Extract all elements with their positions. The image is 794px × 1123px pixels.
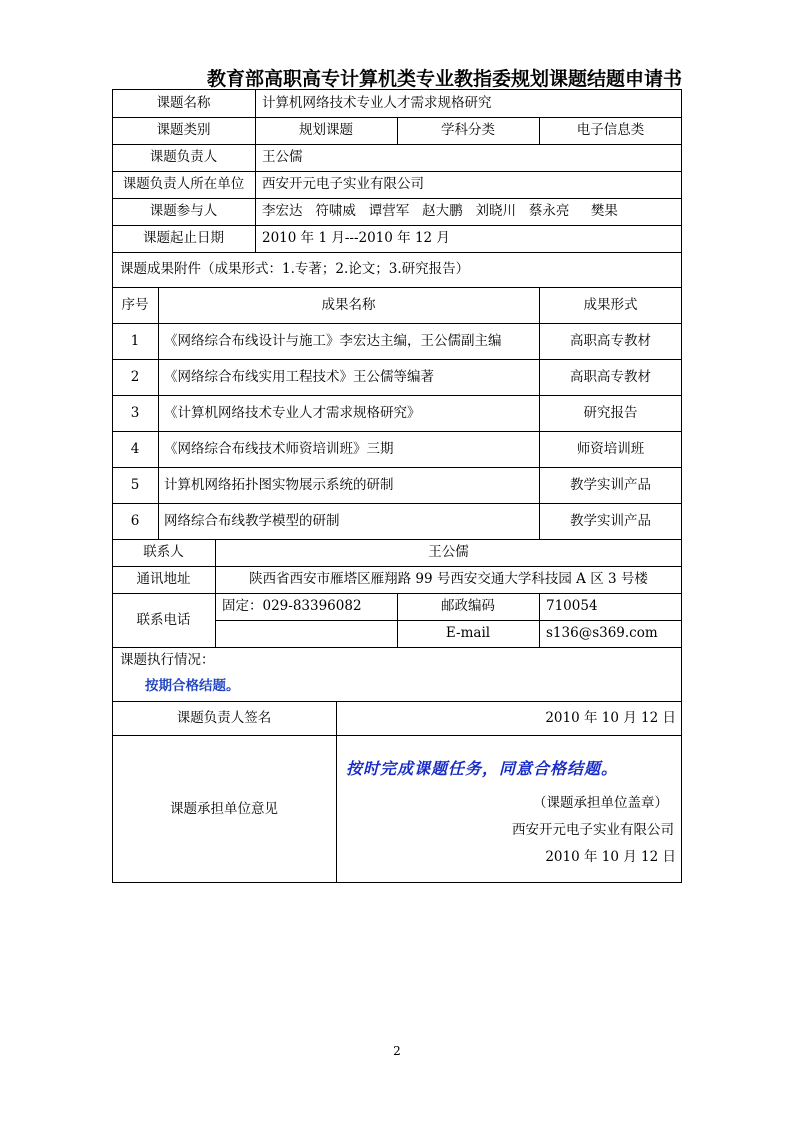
value-contact-person: 王公儒 [428,544,469,560]
label-members: 课题参与人 [149,203,218,219]
result-row-6-no: 6 [130,513,140,529]
signature-date: 2010 年 10 月 12 日 [545,710,676,726]
unit-opinion-seal-note: （课题承担单位盖章） [533,795,668,811]
attachments-label: 课题成果附件（成果形式：1.专著；2.论文；3.研究报告） [120,261,470,277]
label-type: 课题类别 [156,122,211,138]
result-row-5-name: 计算机网络拓扑图实物展示系统的研制 [164,477,394,493]
value-type: 规划课题 [299,122,353,138]
result-row-3-no: 3 [130,405,140,421]
result-row-5-form: 教学实训产品 [570,477,651,493]
result-row-6-name: 网络综合布线教学模型的研制 [164,513,340,529]
unit-opinion-label: 课题承担单位意见 [170,801,278,817]
results-header-name: 成果名称 [321,297,376,313]
result-row-2-name: 《网络综合布线实用工程技术》王公儒等编著 [164,369,434,385]
unit-opinion-date: 2010 年 10 月 12 日 [545,849,676,865]
result-row-3-name: 《计算机网络技术专业人才需求规格研究》 [164,405,421,421]
results-header-form: 成果形式 [583,297,638,313]
label-subject: 学科分类 [441,122,495,138]
label-address: 通讯地址 [136,571,191,587]
label-name: 课题名称 [156,95,211,111]
result-row-6-form: 教学实训产品 [570,513,651,529]
result-row-4-form: 师资培训班 [576,441,645,457]
label-contact-person: 联系人 [143,544,184,560]
page-number: 2 [393,1044,401,1058]
value-postcode: 710054 [546,598,598,614]
value-unit: 西安开元电子实业有限公司 [262,176,424,192]
value-subject: 电子信息类 [576,122,645,138]
label-phone: 联系电话 [136,612,191,628]
result-row-1-no: 1 [130,333,140,349]
unit-opinion-company: 西安开元电子实业有限公司 [512,822,674,838]
value-address: 陕西省西安市雁塔区雁翔路 99 号西安交通大学科技园 A 区 3 号楼 [249,571,648,587]
result-row-1-form: 高职高专教材 [570,333,651,349]
result-row-4-name: 《网络综合布线技术师资培训班》三期 [164,441,394,457]
value-dates: 2010 年 1 月---2010 年 12 月 [262,230,450,246]
value-members: 李宏达 符啸威 谭营军 赵大鹏 刘晓川 蔡永亮 樊果 [262,203,618,219]
result-row-2-no: 2 [130,369,140,385]
label-unit: 课题负责人所在单位 [122,176,245,192]
value-email: s136@s369.com [546,625,658,641]
unit-opinion-handwritten: 按时完成课题任务，同意合格结题。 [346,759,619,778]
execution-value: 按期合格结题。 [145,678,240,694]
signature-label: 课题负责人签名 [176,710,272,726]
value-phone: 固定：029-83396082 [222,598,362,614]
label-postcode: 邮政编码 [441,598,495,614]
page-title: 教育部高职高专计算机类专业教指委规划课题结题申请书 [206,68,682,90]
result-row-4-no: 4 [130,441,140,457]
value-name: 计算机网络技术专业人才需求规格研究 [262,95,492,111]
label-dates: 课题起止日期 [143,230,224,246]
value-leader: 王公儒 [262,149,303,165]
result-row-5-no: 5 [130,477,140,493]
result-row-1-name: 《网络综合布线设计与施工》李宏达主编，王公儒副主编 [164,333,502,349]
results-header-no: 序号 [121,297,149,313]
result-row-3-form: 研究报告 [583,405,638,421]
result-row-2-form: 高职高专教材 [570,369,651,385]
execution-label: 课题执行情况： [120,652,215,668]
label-email: E-mail [445,625,491,641]
label-leader: 课题负责人 [149,149,218,165]
